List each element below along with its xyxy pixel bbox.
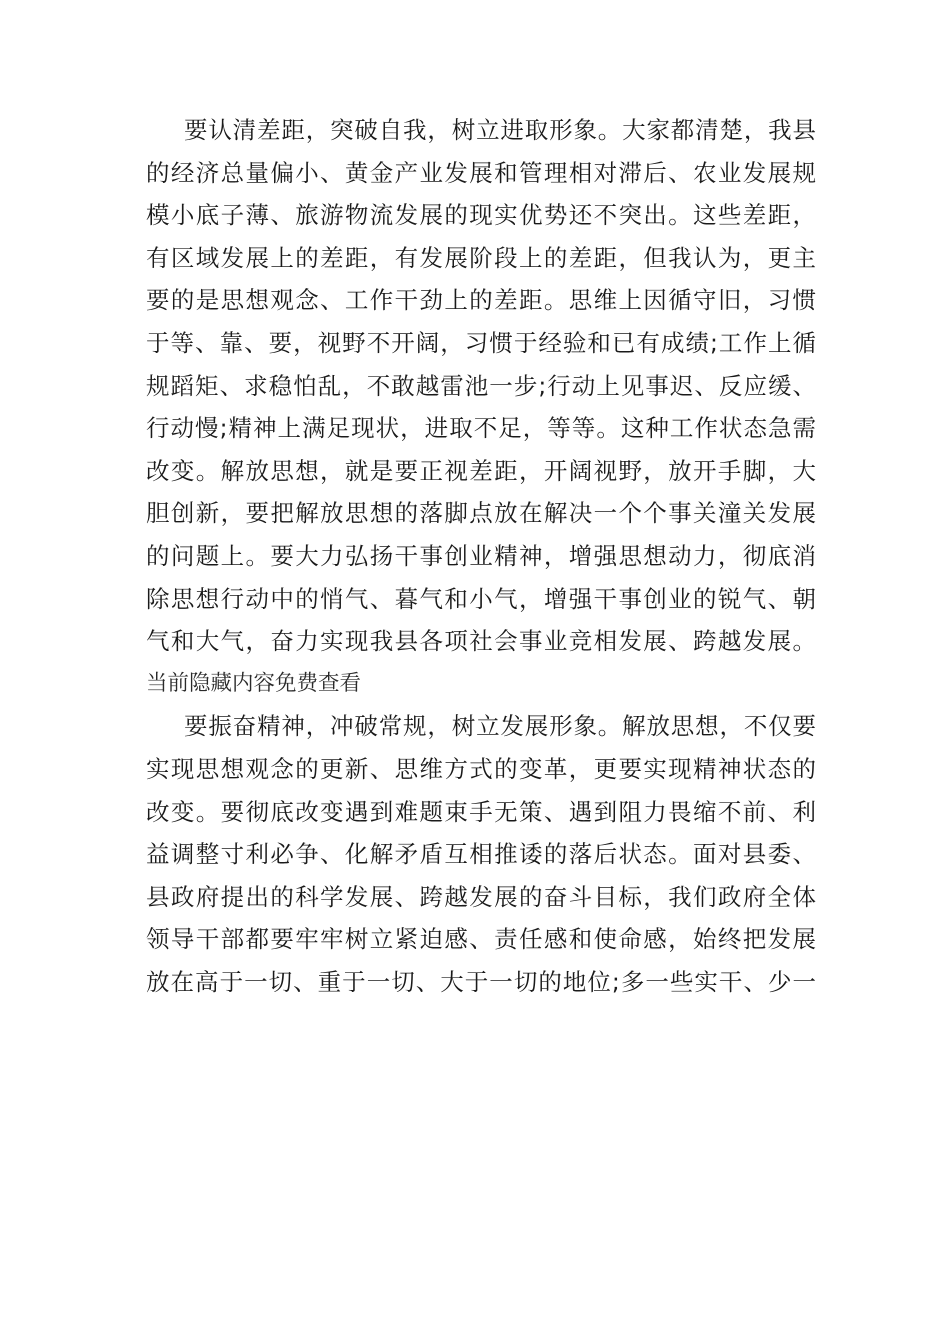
paragraph-2-line: 要振奋精神，冲破常规，树立发展形象。解放思想，不仅要 — [184, 712, 816, 740]
paragraph-1-line: 要的是思想观念、工作干劲上的差距。思维上因循守旧，习惯 — [146, 286, 816, 314]
paragraph-2-line: 领导干部都要牢牢树立紧迫感、责任感和使命感，始终把发展 — [146, 925, 816, 953]
paragraph-1-line: 于等、靠、要，视野不开阔，习惯于经验和已有成绩;工作上循 — [146, 329, 816, 357]
paragraph-2-line: 益调整寸利必争、化解矛盾互相推诿的落后状态。面对县委、 — [146, 840, 816, 868]
paragraph-1-line: 的经济总量偏小、黄金产业发展和管理相对滞后、农业发展规 — [146, 159, 816, 187]
paragraph-1-line: 改变。解放思想，就是要正视差距，开阔视野，放开手脚，大 — [146, 457, 816, 485]
paragraph-2-line: 放在高于一切、重于一切、大于一切的地位;多一些实干、少一 — [146, 968, 816, 996]
paragraph-1-line: 行动慢;精神上满足现状，进取不足，等等。这种工作状态急需 — [146, 414, 816, 442]
paragraph-2-line: 改变。要彻底改变遇到难题束手无策、遇到阻力畏缩不前、利 — [146, 798, 816, 826]
paragraph-1-line: 气和大气，奋力实现我县各项社会事业竞相发展、跨越发展。 — [146, 627, 816, 655]
paragraph-1-line: 模小底子薄、旅游物流发展的现实优势还不突出。这些差距， — [146, 201, 816, 229]
paragraph-1-line: 的问题上。要大力弘扬干事创业精神，增强思想动力，彻底消 — [146, 542, 816, 570]
paragraph-1-line: 规蹈矩、求稳怕乱，不敢越雷池一步;行动上见事迟、反应缓、 — [146, 372, 816, 400]
paragraph-1-line: 胆创新，要把解放思想的落脚点放在解决一个个事关潼关发展 — [146, 499, 816, 527]
paragraph-1-line: 除思想行动中的悄气、暮气和小气，增强干事创业的锐气、朝 — [146, 585, 816, 613]
hidden-content-link[interactable]: 当前隐藏内容免费查看 — [146, 671, 362, 696]
paragraph-1-line: 要认清差距，突破自我，树立进取形象。大家都清楚，我县 — [184, 116, 816, 144]
paragraph-1-line: 有区域发展上的差距，有发展阶段上的差距，但我认为，更主 — [146, 244, 816, 272]
paragraph-2-line: 实现思想观念的更新、思维方式的变革，更要实现精神状态的 — [146, 755, 816, 783]
paragraph-2-line: 县政府提出的科学发展、跨越发展的奋斗目标，我们政府全体 — [146, 883, 816, 911]
